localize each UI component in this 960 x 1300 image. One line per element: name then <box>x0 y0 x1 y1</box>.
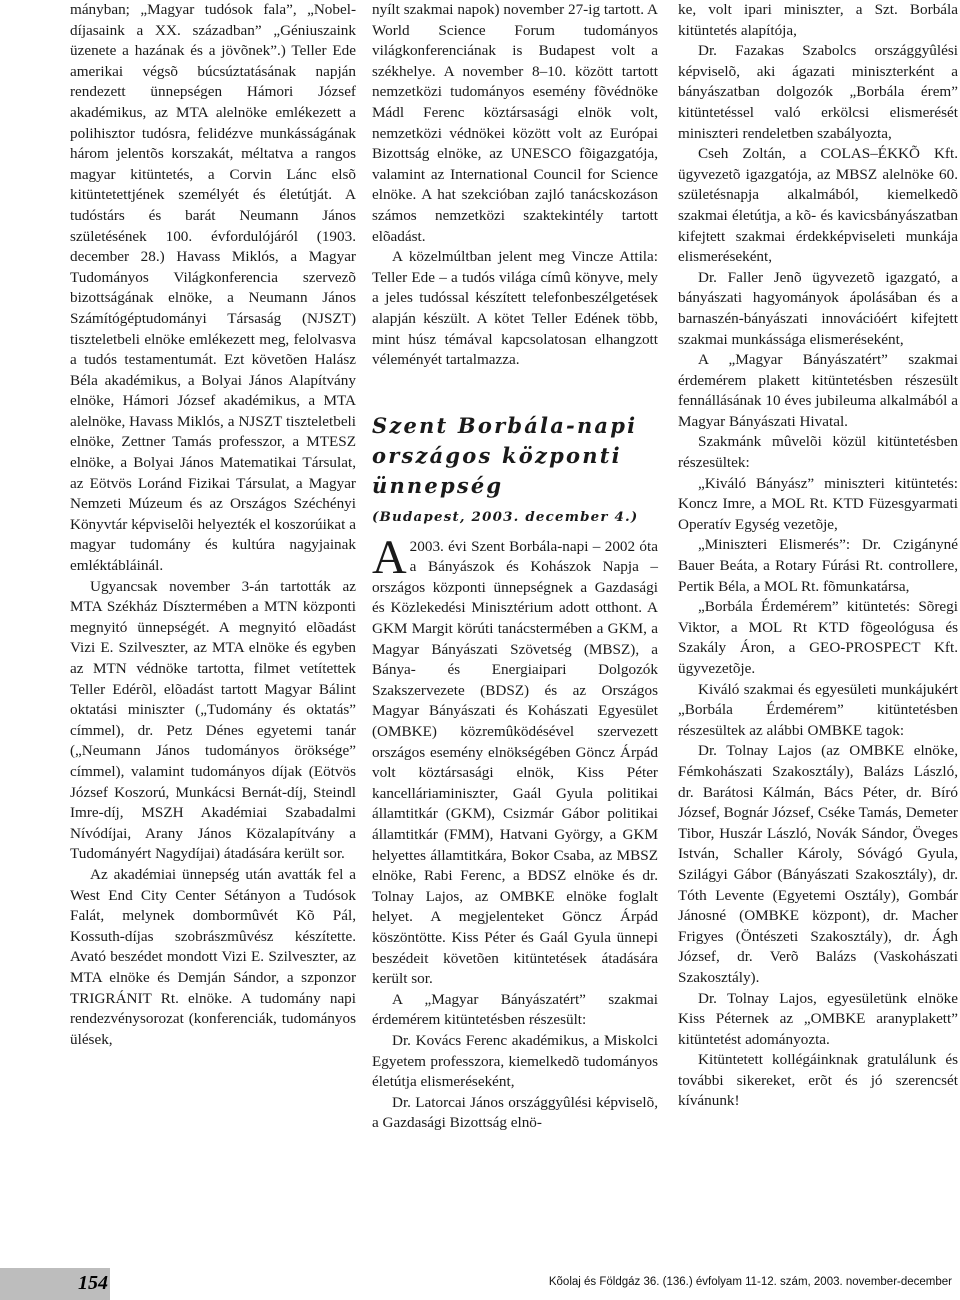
paragraph: ke, volt ipari miniszter, a Szt. Borbála kitüntetés alapítója, <box>678 1 958 39</box>
paragraph: Kiváló szakmai és egyesületi munkájukért „Borbála Érdemérem” kitüntetésben részesültek az alábbi OMBKE tagok: <box>678 680 958 739</box>
paragraph: Szakmánk mûvelõi közül kitüntetésben részesültek: <box>678 433 958 472</box>
paragraph: A „Magyar Bányászatért” szakmai érdemérem kitüntetésben részesült: <box>372 990 658 1029</box>
drop-cap: A <box>372 530 407 584</box>
paragraph: A közelmúltban jelent meg Vincze Attila: Teller Ede – a tudós világa címû könyve, mely a jeles tudóssal készített telefonbeszélgetések alapján készült. A kötet Teller Edének több, mint húsz témával kapcsolatosan elhangzott véleményét tartalmazza. <box>372 248 658 369</box>
paragraph: A „Magyar Bányászatért” szakmai érdemérem plakett kitüntetésben részesült fennállásának 10 éves jubileuma alkalmából a Magyar Bányászati Hivatal. <box>678 351 958 430</box>
article-subheading: (Budapest, 2003. december 4.) <box>372 508 639 525</box>
paragraph-text: 2003. évi Szent Borbála-napi – 2002 óta a Bányászok és Kohászok Napja – országos központi ünnepségnek a Gazdasági és Közlekedési Minisztérium adott otthont. A GKM Margit körúti tanácstermében a GKM, a Magyar Bányászati Szövetség (MBSZ), a Bánya- és Energiaipari Dolgozók Szakszervezete (BDSZ) és az Országos Magyar Bányászati és Kohászati Egyesület (OMBKE) közremûködésével szervezett országos esemény elnökségében Göncz Árpád volt köztársasági elnök, Kiss Péter kancelláriaminiszter, Gaál Gyula politikai államtitkár (GKM), Csizmár Gábor politikai államtitkár (FMM), Hatvani György, a GKM helyettes államtitkára, Bokor Csaba, az MBSZ elnöke, Rabi Ferenc, a BDSZ elnöke és dr. Tolnay Lajos, az OMBKE elnöke foglalt helyet. A megjelenteket Göncz Árpád köszöntötte. Kiss Péter és Gaál Gyula ünnepi beszédeit követõen kitüntetések átadására került sor. <box>372 537 658 988</box>
page-number: 154 <box>78 1272 108 1294</box>
paragraph: Kitüntetett kollégáinknak gratulálunk és további sikereket, erõt és jó szerencsét kívánunk! <box>678 1051 958 1110</box>
paragraph: Dr. Latorcai János országgyûlési képviselõ, a Gazdasági Bizottság elnö- <box>372 1093 658 1132</box>
paragraph: Cseh Zoltán, a COLAS–ÉKKÕ Kft. ügyvezetõ igazgatója, az MBSZ alelnöke 60. születésnapja alkalmából, kiemelkedõ szakmai életútja, a kõ- és kavicsbányászatban kifejtett szakmai érdekképviseleti munkája elismeréseként, <box>678 145 958 266</box>
journal-footer: Kõolaj és Földgáz 36. (136.) évfolyam 11-12. szám, 2003. november-december <box>548 1276 952 1288</box>
paragraph: Ugyancsak november 3-án tartották az MTA Székház Dísztermében a MTN központi megnyitó ünnepségét. A megnyitó elõadást Vizi E. Szilveszter, az MTA elnöke és egyben az MTN védnöke tartotta, filmet vetítettek Teller Edérõl, elõadást tartott Magyar Bálint oktatási miniszter („Tudomány és oktatás” címmel), dr. Petz Dénes egyetemi tanár („Neumann János tudományos öröksége” címmel), valamint tudományos díjak (Eötvös József Koszorú, Munkácsi Bernát-díj, Steindl Imre-díj, MSZH Akadémiai Szabadalmi Nívódíjai, Arany János Közalapítvány a Tudományért Nagydíjai) átadására került sor. <box>70 577 356 863</box>
paragraph: „Borbála Érdemérem” kitüntetés: Sõregi Viktor, a MOL Rt KTD fõgeológusa és Szakály Áron, a GEO-PROSPECT Kft. ügyvezetõje. <box>678 598 958 677</box>
article-heading: Szent Borbála-napi országos központi ünnepség <box>372 412 638 498</box>
paragraph: Dr. Kovács Ferenc akadémikus, a Miskolci Egyetem professzora, kiemelkedõ tudományos életútja elismeréseként, <box>372 1031 658 1091</box>
text-column-right <box>678 0 958 1112</box>
paragraph: mányban; „Magyar tudósok fala”, „Nobel-díjasaink a XX. században” „Géniuszaink üzenete a hazának és a jövõnek”.) Teller Ede amerikai végsõ búcsúztatásának napján rendezett ünnepségen Hámori József akadémikus, az MTA alelnöke emlékezett a polihisztor tudósra, felidézve munkásságának három jelentõs korszakát, méltatva a rangos magyar kitüntetés, a Corvin Lánc elsõ kitüntetettjének személyét és életútját. A tudóstárs és barát Neumann János születésének 100. évfordulójáról (1903. december 28.) Havass Miklós, a Magyar Tudományos Világkonferencia szervezõ bizottságának elnöke, a Neumann János Számítógéptudományi Társaság (NJSZT) tiszteletbeli elnöke emlékezett meg, felolvasva a tudós testamentumát. Ezt követõen Halász Béla akadémikus, a Bolyai János Alapítvány elnöke, Hámori József akadémikus, a MTA alelnöke, Havass Miklós, a NJSZT tiszteletbeli elnöke, Zettner Tamás professzor, a MTESZ elnöke, a Bolyai János Matematikai Társulat, az Eötvös Loránd Fizikai Társulat, a Magyar Nemzeti Múzeum és az Országos Széchényi Könyvtár képviselõi helyezték el koszorúikat a magyar tudomány és kultúra nagyjainak emléktábláinál. <box>70 1 356 575</box>
text-column-left <box>70 0 356 1050</box>
paragraph: „Kiváló Bányász” miniszteri kitüntetés: Koncz Imre, a MOL Rt. KTD Füzesgyarmati Operatív Egység vezetõje, <box>678 474 958 533</box>
paragraph-with-dropcap <box>372 530 658 990</box>
paragraph: Dr. Faller Jenõ ügyvezetõ igazgató, a bányászati hagyományok ápolásában és a barnaszén-bányászati innovációért kifejtett szakmai munkássága elismeréseként, <box>678 268 958 348</box>
paragraph: Dr. Tolnay Lajos (az OMBKE elnöke, Fémkohászati Szakosztály), Balázs László, dr. Barátosi Kálmán, Bács Péter, dr. Bíró József, Bognár József, Cséke Tamás, Demeter Tibor, Huszár László, Novák Sándor, Öveges István, Schaller Károly, Sóvágó Gyula, Szilágyi Gábor (Bányászati Szakosztály), dr. Tóth Levente (Egyetemi Osztály), Gombár Jánosné (OMBKE központ), dr. Macher Frigyes (Öntészeti Szakosztály), dr. Ágh József, dr. Verõ Balázs (Vaskohászati Szakosztály). <box>678 742 958 986</box>
paragraph: Dr. Fazakas Szabolcs országgyûlési képviselõ, aki ágazati miniszterként a bányászatban dolgozók „Borbála érem” kitüntetéssel való erkölcsi elismerését miniszteri rendeletben szabályozta, <box>678 42 958 142</box>
text-column-middle <box>372 0 658 1134</box>
paragraph: Az akadémiai ünnepség után avatták fel a West End City Center Sétányon a Tudósok Falát, melynek dombormûvét Kõ Pál, Kossuth-díjas szobrászmûvész készítette. Avató beszédet mondott Vizi E. Szilveszter, az MTA elnöke és Demján Sándor, a szponzor TRIGRÁNIT Rt. elnöke. A tudomány napi rendezvénysorozat (konferenciák, tudományos ülések, <box>70 865 356 1048</box>
paragraph: „Miniszteri Elismerés”: Dr. Czigányné Bauer Beáta, a Rotary Fúrási Rt. controllere, Pertik Béla, a MOL Rt. fõmunkatársa, <box>678 536 958 595</box>
paragraph: nyílt szakmai napok) november 27-ig tartott. A World Science Forum tudományos világkonferenciának is Budapest volt a székhelye. A november 8–10. között tartott nemzetközi tudományos esemény fõvédnöke Mádl Ferenc köztársasági elnök volt, nemzetközi védnökei között volt az Európai Bizottság elnöke, az UNESCO fõigazgatója, valamint az International Council for Science elnöke. A hat szekcióban zajló tanácskozáson számos nemzetközi szaktekintély tartott elõadást. <box>372 1 658 245</box>
paragraph: Dr. Tolnay Lajos, egyesületünk elnöke Kiss Péternek az „OMBKE aranyplakett” kitüntetést adományozta. <box>678 989 958 1048</box>
